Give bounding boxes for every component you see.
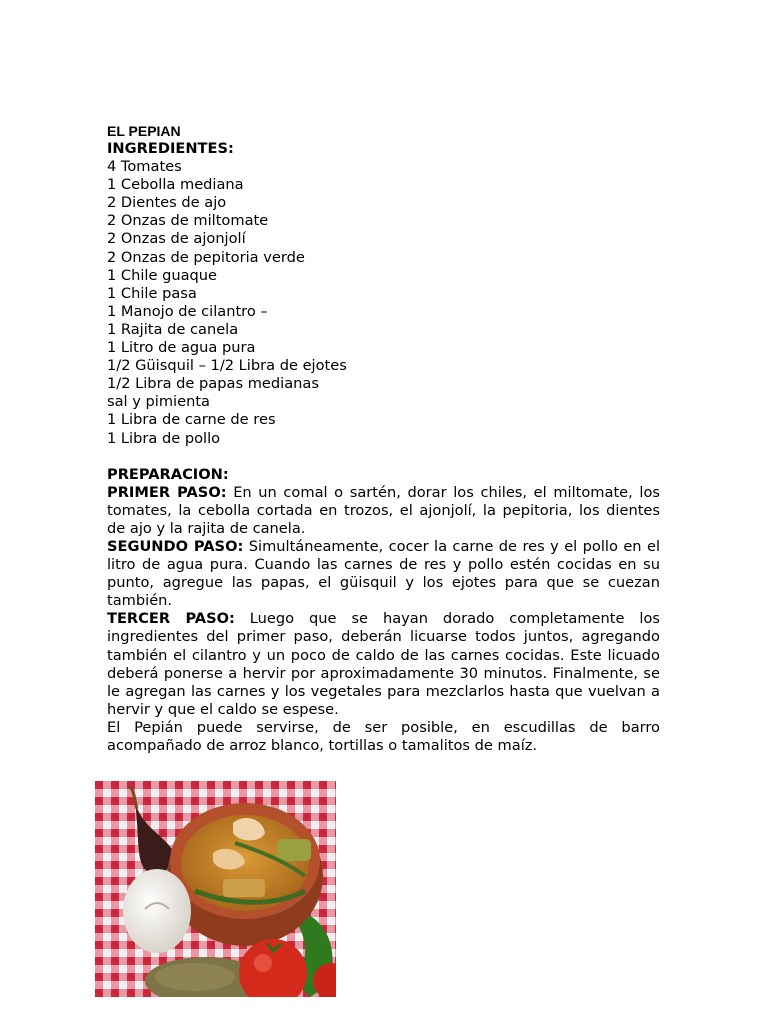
white-onion — [123, 869, 191, 953]
ingredient-item: 4 Tomates — [107, 158, 182, 176]
step-paragraph — [107, 610, 660, 719]
ingredients-heading: INGREDIENTES: — [107, 140, 234, 157]
ingredient-item: 1/2 Libra de papas medianas — [107, 375, 319, 393]
step-label: TERCER PASO: — [107, 610, 235, 628]
step-label: PRIMER PASO: — [107, 483, 227, 501]
guisquil-piece — [277, 839, 311, 861]
ingredient-item: 2 Onzas de ajonjolí — [107, 230, 246, 248]
ingredient-item: 2 Dientes de ajo — [107, 194, 227, 212]
ingredient-item: 1 Manojo de cilantro – — [107, 302, 268, 320]
step-text: Luego que se hayan dorado completamente los ingredientes del primer paso, deberán licuarse todos juntos, agregando también el cilantro y un poco de caldo de las carnes cocidas. Este licuado deberá ponerse a hervir por aproximadamente 30 minutos. Finalmente, se le agregan las carnes y los vegetales para mezclarlos hasta que vuelvan a hervir y que el caldo se espese. — [107, 610, 660, 718]
ingredient-item: 2 Onzas de miltomate — [107, 212, 269, 230]
ingredients-list — [107, 158, 660, 448]
spacer — [107, 448, 660, 466]
ingredient-item: 1 Rajita de canela — [107, 320, 239, 338]
photo-illustration — [95, 781, 336, 997]
step-text: Simultáneamente, cocer la carne de res y el pollo en el litro de agua pura. Cuando las carnes de res y pollo estén cocidas en su punto, agregue las papas, el güisquil y los ejotes para que se cuezan también. — [107, 537, 661, 610]
step-text: En un comal o sartén, dorar los chiles, el miltomate, los tomates, la cebolla cortada en trozos, el ajonjolí, la pepitoria, los dientes de ajo y la rajita de canela. — [107, 483, 660, 537]
recipe-title: EL PEPIAN — [107, 123, 181, 139]
ingredient-item: 1 Chile guaque — [107, 266, 218, 284]
step-paragraph — [107, 484, 660, 538]
preparation-heading: PREPARACION: — [107, 465, 229, 483]
ingredient-item: sal y pimienta — [107, 393, 210, 411]
step-label: SEGUNDO PASO: — [107, 537, 244, 555]
tomato-highlight — [254, 954, 272, 972]
ingredient-item: 1/2 Güisquil – 1/2 Libra de ejotes — [107, 357, 347, 375]
ingredient-item: 1 Libra de carne de res — [107, 411, 276, 429]
ingredient-item: 1 Chile pasa — [107, 284, 197, 302]
ingredient-item: 1 Cebolla mediana — [107, 176, 244, 194]
ingredient-item: 1 Libra de pollo — [107, 429, 221, 447]
step-paragraph — [107, 538, 660, 610]
pepian-dish-photo — [95, 781, 336, 997]
serving-paragraph: El Pepián puede servirse, de ser posible, en escudillas de barro acompañado de arroz blanco, tortillas o tamalitos de maíz. — [107, 718, 660, 754]
potato-piece — [223, 879, 265, 897]
recipe-document — [107, 122, 660, 755]
pepitoria-highlight — [155, 963, 235, 991]
ingredient-item: 1 Litro de agua pura — [107, 339, 256, 357]
ingredient-item: 2 Onzas de pepitoria verde — [107, 248, 305, 266]
